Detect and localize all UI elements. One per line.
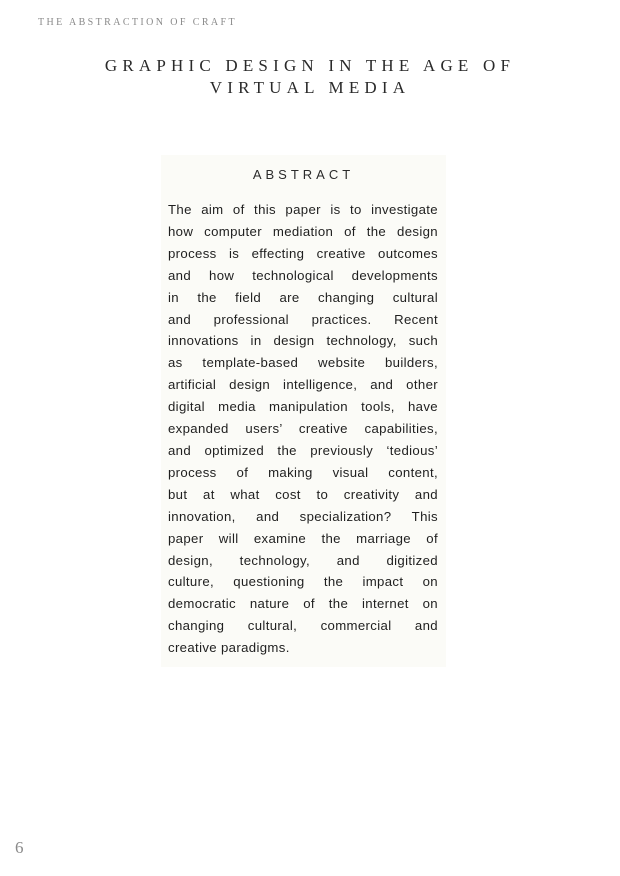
abstract-line: innovations in design technology, such — [168, 333, 438, 349]
abstract-line: digital media manipulation tools, have — [168, 399, 438, 415]
abstract-line: and professional practices. Recent — [168, 311, 438, 327]
abstract-line: innovation, and specialization? This — [168, 508, 438, 524]
abstract-line: and how technological developments — [168, 267, 438, 283]
abstract-section — [161, 155, 446, 667]
title-line-2: VIRTUAL MEDIA — [209, 78, 411, 97]
abstract-body — [168, 199, 438, 659]
abstract-line: design, technology, and digitized — [168, 552, 438, 568]
abstract-line: changing cultural, commercial and — [168, 618, 438, 634]
title-line-1: GRAPHIC DESIGN IN THE AGE OF — [104, 56, 516, 75]
page-title — [60, 55, 560, 99]
abstract-line: paper will examine the marriage of — [168, 530, 438, 546]
abstract-line: as template-based website builders, — [168, 355, 438, 371]
abstract-line: process of making visual content, — [168, 464, 438, 480]
abstract-line: democratic nature of the internet on — [168, 596, 438, 612]
abstract-line: The aim of this paper is to investigate — [168, 202, 438, 217]
abstract-line: process is effecting creative outcomes — [168, 245, 438, 261]
abstract-line: how computer mediation of the design — [168, 223, 438, 239]
abstract-line: but at what cost to creativity and — [168, 486, 438, 502]
abstract-line: creative paradigms. — [168, 640, 290, 656]
abstract-line: and optimized the previously ‘tedious’ — [168, 442, 438, 458]
abstract-line: artificial design intelligence, and other — [168, 377, 438, 393]
abstract-line: expanded users’ creative capabilities, — [168, 421, 438, 437]
page-number: 6 — [15, 838, 24, 857]
abstract-heading: ABSTRACT — [252, 167, 355, 182]
abstract-line: in the field are changing cultural — [168, 289, 438, 305]
running-header: THE ABSTRACTION OF CRAFT — [38, 17, 238, 28]
abstract-line: culture, questioning the impact on — [168, 574, 438, 590]
